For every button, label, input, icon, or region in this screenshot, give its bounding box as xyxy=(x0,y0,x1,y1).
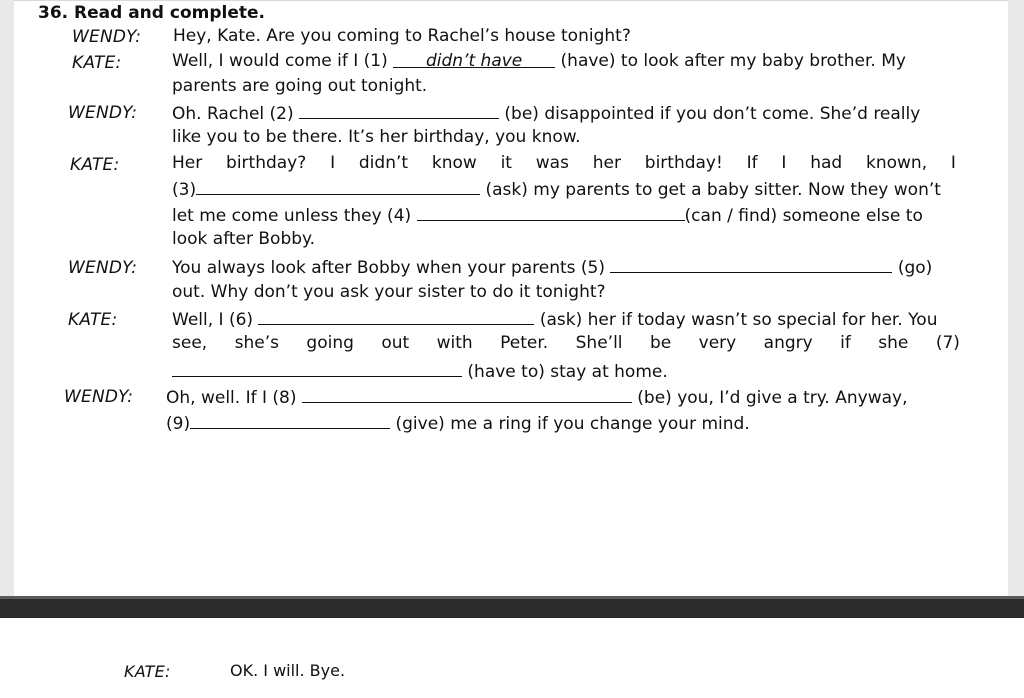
answer-blank-1[interactable]: didn’t have xyxy=(393,51,555,68)
word: be xyxy=(649,333,672,353)
line-text: (ask) my parents to get a baby sitter. Now they won’t xyxy=(485,180,941,200)
page-left-margin xyxy=(0,0,14,596)
next-page xyxy=(0,618,1024,698)
line-text: (ask) her if today wasn’t so special for her. You xyxy=(539,310,938,330)
dialogue-line xyxy=(166,412,750,434)
dialogue-line: out. Why don’t you ask your sister to do it tonight? xyxy=(172,282,606,302)
answer-blank-8[interactable] xyxy=(302,386,632,403)
line-text: Oh, well. If I (8) xyxy=(166,388,297,408)
page-divider-band xyxy=(0,596,1024,618)
word: didn’t xyxy=(358,153,409,173)
line-text: Oh. Rachel (2) xyxy=(172,104,294,124)
answer-blank-6[interactable] xyxy=(258,308,534,325)
word: Peter. xyxy=(500,333,549,353)
line-text: Well, I would come if I (1) xyxy=(172,51,388,71)
dialogue-line xyxy=(172,204,923,226)
word: (7) xyxy=(935,333,960,353)
line-text: (have) to look after my baby brother. My xyxy=(560,51,906,71)
speaker-wendy: WENDY: xyxy=(68,103,138,123)
word: with xyxy=(436,333,473,353)
dialogue-line: Hey, Kate. Are you coming to Rachel’s house tonight? xyxy=(173,26,631,46)
line-text: You always look after Bobby when your parents (5) xyxy=(172,258,606,278)
speaker-wendy: WENDY: xyxy=(72,27,142,47)
word: birthday? xyxy=(226,153,307,173)
word: it xyxy=(500,153,512,173)
dialogue-line: look after Bobby. xyxy=(172,229,316,249)
dialogue-line: OK. I will. Bye. xyxy=(230,661,346,680)
answer-blank-9[interactable] xyxy=(190,412,390,429)
word: birthday! xyxy=(644,153,723,173)
dialogue-line-justified xyxy=(172,153,956,173)
dialogue-line xyxy=(166,386,907,408)
line-text: (give) me a ring if you change your mind. xyxy=(395,414,750,434)
word: if xyxy=(840,333,851,353)
word: had xyxy=(810,153,843,173)
line-text: (have to) stay at home. xyxy=(467,362,668,382)
speaker-wendy: WENDY: xyxy=(64,387,134,407)
line-text: Well, I (6) xyxy=(172,310,254,330)
speaker-kate: KATE: xyxy=(70,155,120,175)
answer-blank-3[interactable] xyxy=(196,178,480,195)
word: I xyxy=(950,153,956,173)
word: she xyxy=(878,333,909,353)
line-text: (can / find) someone else to xyxy=(684,206,923,226)
speaker-kate: KATE: xyxy=(72,53,122,73)
speaker-kate: KATE: xyxy=(124,662,171,681)
word: I xyxy=(781,153,787,173)
word: Her xyxy=(172,153,203,173)
line-text: (go) xyxy=(897,258,933,278)
dialogue-line xyxy=(172,256,932,278)
line-text: (9) xyxy=(166,414,191,434)
word: her xyxy=(592,153,621,173)
answer-blank-2[interactable] xyxy=(299,102,499,119)
dialogue-line xyxy=(172,178,941,200)
word: very xyxy=(698,333,737,353)
dialogue-line xyxy=(172,102,920,124)
word: angry xyxy=(763,333,813,353)
word: If xyxy=(746,153,758,173)
word: I xyxy=(330,153,336,173)
word: going xyxy=(306,333,354,353)
word: she’s xyxy=(234,333,279,353)
word: She’ll xyxy=(575,333,623,353)
exercise-title: 36. Read and complete. xyxy=(38,3,265,23)
line-text: (be) you, I’d give a try. Anyway, xyxy=(637,388,908,408)
answer-blank-4[interactable] xyxy=(417,204,685,221)
word: known, xyxy=(866,153,928,173)
word: see, xyxy=(172,333,208,353)
speaker-wendy: WENDY: xyxy=(68,258,138,278)
dialogue-line-justified xyxy=(172,333,960,353)
line-text: let me come unless they (4) xyxy=(172,206,412,226)
page-right-margin xyxy=(1008,0,1024,596)
dialogue-line: like you to be there. It’s her birthday, you know. xyxy=(172,127,581,147)
speaker-kate: KATE: xyxy=(68,310,118,330)
word: out xyxy=(381,333,410,353)
word: was xyxy=(535,153,569,173)
dialogue-line xyxy=(172,360,668,382)
line-text: (be) disappointed if you don’t come. She’d really xyxy=(504,104,921,124)
answer-blank-7[interactable] xyxy=(172,360,462,377)
word: know xyxy=(431,153,477,173)
dialogue-line: parents are going out tonight. xyxy=(172,76,428,96)
answer-blank-5[interactable] xyxy=(610,256,892,273)
line-text: (3) xyxy=(172,180,197,200)
dialogue-line xyxy=(172,308,937,330)
dialogue-line xyxy=(172,51,906,71)
